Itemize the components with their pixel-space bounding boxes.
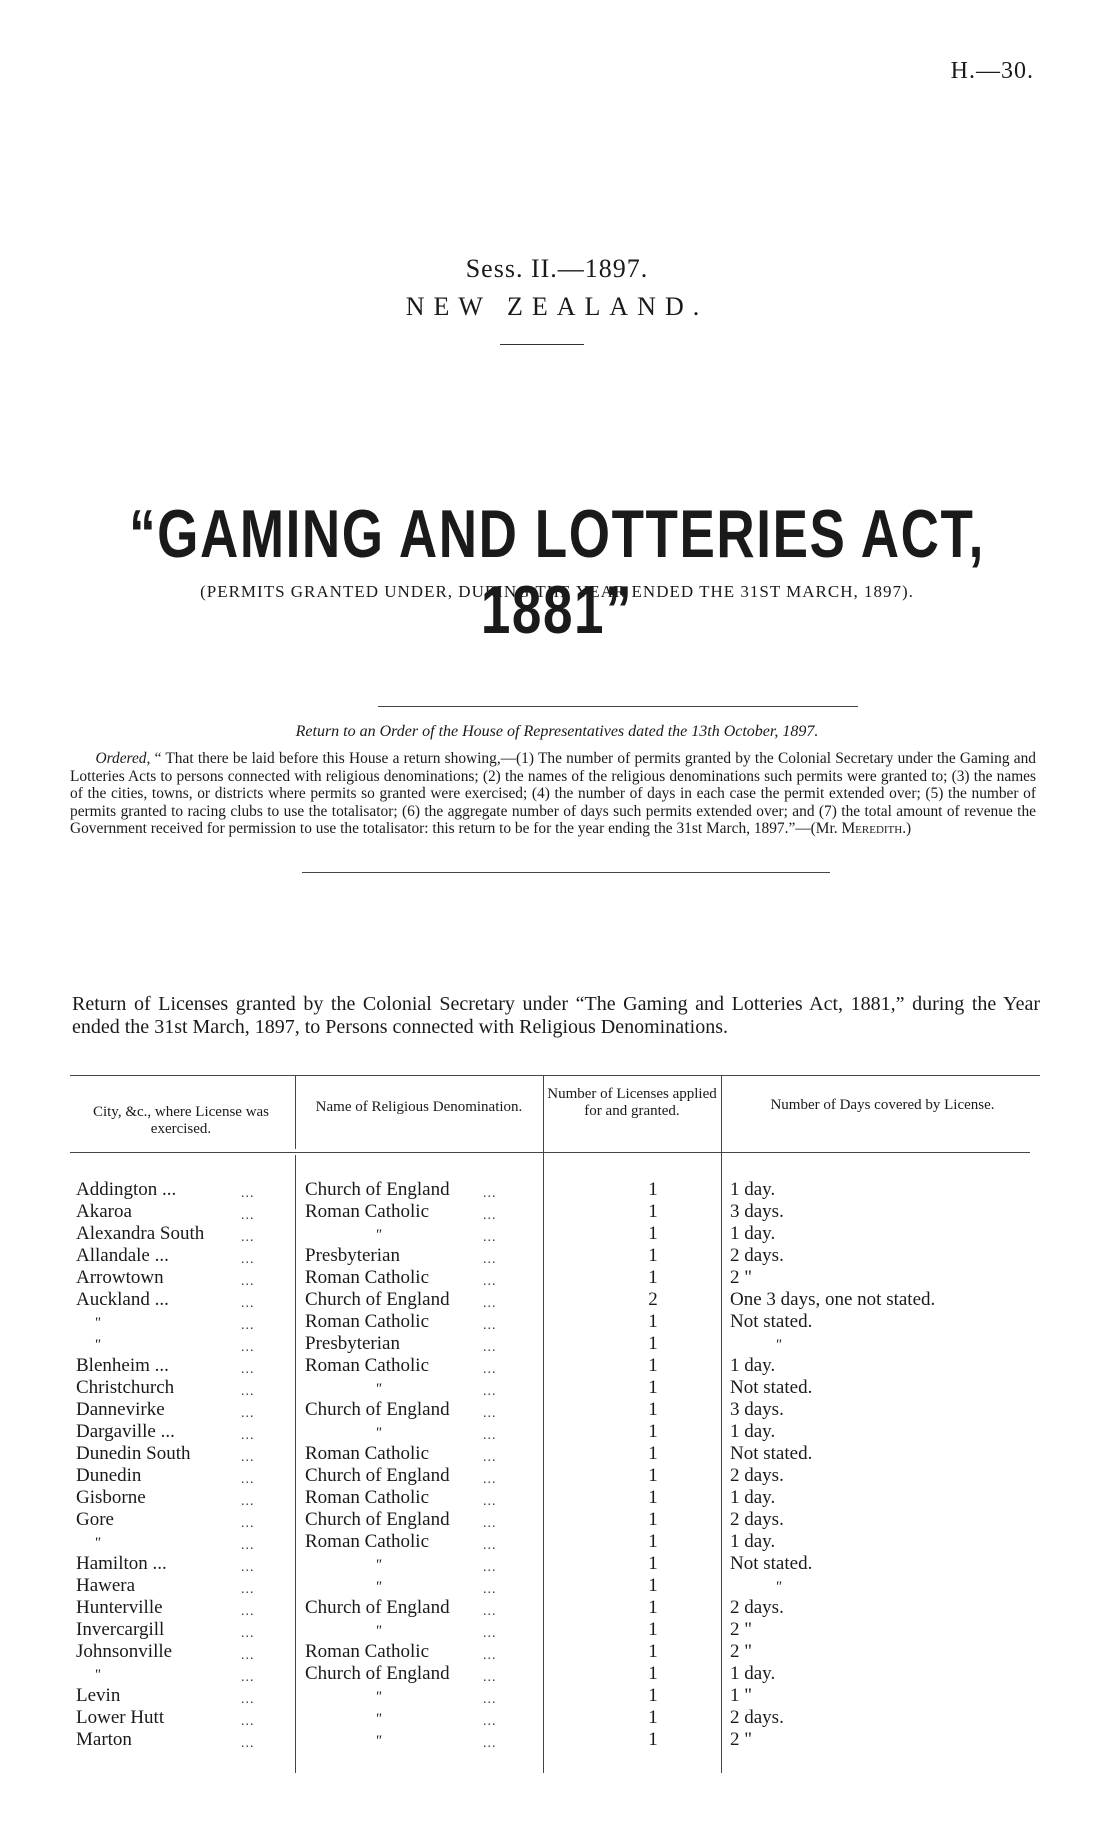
days-cell-text: One 3 days, one not stated. bbox=[730, 1289, 936, 1310]
days-column bbox=[730, 1179, 935, 1751]
number-cell-text: 1 bbox=[648, 1663, 658, 1684]
number-cell-text: 1 bbox=[648, 1333, 658, 1354]
days-cell bbox=[730, 1553, 935, 1575]
days-cell-text: 2 " bbox=[730, 1729, 753, 1750]
leader-dots: ... bbox=[483, 1494, 497, 1509]
number-cell-text: 1 bbox=[648, 1685, 658, 1706]
leader-dots: ... bbox=[483, 1186, 497, 1201]
days-cell bbox=[730, 1465, 935, 1487]
denomination-cell-text: Roman Catholic bbox=[305, 1641, 430, 1662]
days-cell bbox=[730, 1443, 935, 1465]
leader-dots: ... bbox=[483, 1472, 497, 1487]
number-cell bbox=[633, 1729, 673, 1751]
number-cell bbox=[633, 1509, 673, 1531]
leader-dots: ... bbox=[483, 1208, 497, 1223]
denomination-cell-text: " bbox=[375, 1711, 382, 1727]
city-cell-text: Hawera bbox=[76, 1575, 136, 1596]
leader-dots: ... bbox=[241, 1516, 255, 1531]
denomination-cell-text: Presbyterian bbox=[305, 1245, 400, 1266]
number-cell-text: 1 bbox=[648, 1179, 658, 1200]
days-cell-text: 1 day. bbox=[730, 1355, 776, 1376]
leader-dots: ... bbox=[483, 1296, 497, 1311]
leader-dots: ... bbox=[483, 1406, 497, 1421]
days-cell-text: 1 " bbox=[730, 1685, 753, 1706]
days-cell-text: 2 days. bbox=[730, 1707, 784, 1728]
leader-dots: ... bbox=[241, 1340, 255, 1355]
days-cell-text: " bbox=[775, 1579, 782, 1595]
denomination-cell bbox=[305, 1311, 497, 1333]
denomination-cell bbox=[305, 1729, 497, 1751]
denomination-cell bbox=[305, 1685, 497, 1707]
table-rule-top bbox=[70, 1075, 1040, 1076]
city-cell-text: Alexandra South bbox=[76, 1223, 205, 1244]
leader-dots: ... bbox=[241, 1186, 255, 1201]
city-cell-text: Lower Hutt bbox=[76, 1707, 165, 1728]
denomination-cell-text: Church of England bbox=[305, 1289, 450, 1310]
denomination-cell-text: " bbox=[375, 1579, 382, 1595]
days-cell-text: Not stated. bbox=[730, 1377, 813, 1398]
days-cell bbox=[730, 1355, 935, 1377]
leader-dots: ... bbox=[241, 1274, 255, 1289]
denomination-cell-text: Roman Catholic bbox=[305, 1443, 430, 1464]
leader-dots: ... bbox=[483, 1560, 497, 1575]
number-cell bbox=[633, 1377, 673, 1399]
denomination-cell bbox=[305, 1531, 497, 1553]
days-cell-text: 3 days. bbox=[730, 1201, 784, 1222]
city-cell bbox=[76, 1619, 255, 1641]
days-cell bbox=[730, 1267, 935, 1289]
number-cell-text: 2 bbox=[648, 1289, 658, 1310]
denomination-cell bbox=[305, 1223, 497, 1245]
denomination-cell-text: " bbox=[375, 1623, 382, 1639]
city-cell bbox=[76, 1553, 255, 1575]
number-cell bbox=[633, 1487, 673, 1509]
days-cell bbox=[730, 1289, 935, 1311]
days-cell-text: 2 days. bbox=[730, 1597, 784, 1618]
city-cell bbox=[76, 1575, 255, 1597]
days-cell bbox=[730, 1685, 935, 1707]
days-cell-text: 2 days. bbox=[730, 1245, 784, 1266]
number-cell bbox=[633, 1201, 673, 1223]
number-cell bbox=[633, 1443, 673, 1465]
days-cell bbox=[730, 1597, 935, 1619]
days-cell bbox=[730, 1179, 935, 1201]
days-cell bbox=[730, 1575, 935, 1597]
denomination-cell-text: Roman Catholic bbox=[305, 1267, 430, 1288]
leader-dots: ... bbox=[483, 1670, 497, 1685]
header-days: Number of Days covered by License. bbox=[770, 1097, 995, 1113]
days-cell bbox=[730, 1311, 935, 1333]
leader-dots: ... bbox=[241, 1406, 255, 1421]
denomination-cell bbox=[305, 1333, 497, 1355]
denomination-cell bbox=[305, 1201, 497, 1223]
denomination-cell bbox=[305, 1641, 497, 1663]
leader-dots: ... bbox=[241, 1252, 255, 1267]
denomination-cell-text: Roman Catholic bbox=[305, 1355, 430, 1376]
number-cell bbox=[633, 1355, 673, 1377]
days-cell bbox=[730, 1641, 935, 1663]
denomination-cell-text: Church of England bbox=[305, 1597, 450, 1618]
denomination-cell bbox=[305, 1377, 497, 1399]
days-cell-text: 2 " bbox=[730, 1619, 753, 1640]
city-cell-text: " bbox=[94, 1667, 101, 1683]
days-cell-text: 3 days. bbox=[730, 1399, 784, 1420]
number-cell bbox=[633, 1289, 673, 1311]
country-heading: NEW ZEALAND. bbox=[405, 292, 709, 321]
ordered-paragraph bbox=[70, 750, 1036, 838]
denomination-cell bbox=[305, 1267, 497, 1289]
number-cell bbox=[633, 1531, 673, 1553]
page-reference: H.—30. bbox=[950, 58, 1034, 84]
leader-dots: ... bbox=[483, 1604, 497, 1619]
number-cell bbox=[633, 1641, 673, 1663]
number-cell bbox=[633, 1421, 673, 1443]
number-column bbox=[633, 1179, 673, 1751]
leader-dots: ... bbox=[241, 1714, 255, 1729]
number-cell bbox=[633, 1399, 673, 1421]
document-title: “GAMING AND LOTTERIES ACT, 1881” bbox=[129, 496, 985, 648]
leader-dots: ... bbox=[241, 1450, 255, 1465]
denomination-cell bbox=[305, 1619, 497, 1641]
leader-dots: ... bbox=[483, 1516, 497, 1531]
denomination-cell-text: Roman Catholic bbox=[305, 1311, 430, 1332]
leader-dots: ... bbox=[241, 1604, 255, 1619]
city-cell bbox=[76, 1509, 255, 1531]
denomination-cell-text: " bbox=[375, 1557, 382, 1573]
number-cell-text: 1 bbox=[648, 1729, 658, 1750]
number-cell bbox=[633, 1553, 673, 1575]
number-cell-text: 1 bbox=[648, 1443, 658, 1464]
denomination-cell bbox=[305, 1465, 497, 1487]
number-cell bbox=[633, 1663, 673, 1685]
city-cell-text: Levin bbox=[76, 1685, 121, 1706]
leader-dots: ... bbox=[241, 1494, 255, 1509]
denomination-cell-text: Church of England bbox=[305, 1663, 450, 1684]
leader-dots: ... bbox=[483, 1384, 497, 1399]
number-cell bbox=[633, 1465, 673, 1487]
leader-dots: ... bbox=[483, 1626, 497, 1641]
number-cell-text: 1 bbox=[648, 1355, 658, 1376]
denomination-cell-text: Roman Catholic bbox=[305, 1487, 430, 1508]
leader-dots: ... bbox=[483, 1692, 497, 1707]
number-cell bbox=[633, 1597, 673, 1619]
number-cell bbox=[633, 1333, 673, 1355]
leader-dots: ... bbox=[241, 1318, 255, 1333]
number-cell bbox=[633, 1311, 673, 1333]
number-cell-text: 1 bbox=[648, 1575, 658, 1596]
leader-dots: ... bbox=[483, 1582, 497, 1597]
city-cell-text: Gore bbox=[76, 1509, 114, 1530]
leader-dots: ... bbox=[241, 1362, 255, 1377]
city-cell bbox=[76, 1443, 255, 1465]
days-cell bbox=[730, 1201, 935, 1223]
number-cell-text: 1 bbox=[648, 1245, 658, 1266]
leader-dots: ... bbox=[241, 1648, 255, 1663]
denomination-cell bbox=[305, 1245, 497, 1267]
city-cell bbox=[76, 1487, 255, 1509]
city-column bbox=[76, 1179, 255, 1751]
number-cell-text: 1 bbox=[648, 1509, 658, 1530]
city-cell-text: Hunterville bbox=[76, 1597, 163, 1618]
leader-dots: ... bbox=[241, 1384, 255, 1399]
city-cell bbox=[76, 1289, 255, 1311]
denomination-cell bbox=[305, 1707, 497, 1729]
number-cell bbox=[633, 1707, 673, 1729]
column-divider bbox=[543, 1075, 544, 1773]
leader-dots: ... bbox=[241, 1296, 255, 1311]
return-order-line: Return to an Order of the House of Representatives dated the 13th October, 1897. bbox=[295, 723, 819, 740]
city-cell bbox=[76, 1531, 255, 1553]
days-cell-text: Not stated. bbox=[730, 1311, 813, 1332]
session-line: Sess. II.—1897. bbox=[465, 254, 649, 283]
city-cell-text: " bbox=[94, 1315, 101, 1331]
days-cell-text: Not stated. bbox=[730, 1443, 813, 1464]
days-cell bbox=[730, 1377, 935, 1399]
leader-dots: ... bbox=[483, 1450, 497, 1465]
city-cell-text: Dunedin bbox=[76, 1465, 142, 1486]
city-cell bbox=[76, 1399, 255, 1421]
leader-dots: ... bbox=[241, 1472, 255, 1487]
denomination-cell bbox=[305, 1663, 497, 1685]
days-cell-text: 2 days. bbox=[730, 1509, 784, 1530]
denomination-cell-text: " bbox=[375, 1733, 382, 1749]
leader-dots: ... bbox=[483, 1714, 497, 1729]
denomination-cell bbox=[305, 1179, 497, 1201]
number-cell-text: 1 bbox=[648, 1421, 658, 1442]
city-cell bbox=[76, 1597, 255, 1619]
header-denomination: Name of Religious Denomination. bbox=[315, 1099, 523, 1115]
city-cell bbox=[76, 1201, 255, 1223]
document-subtitle: (PERMITS GRANTED UNDER, DURING THE YEAR ENDED THE 31ST MARCH, 1897). bbox=[200, 582, 914, 601]
number-cell-text: 1 bbox=[648, 1597, 658, 1618]
denomination-cell bbox=[305, 1289, 497, 1311]
city-cell bbox=[76, 1267, 255, 1289]
city-cell-text: Dunedin South bbox=[76, 1443, 191, 1464]
leader-dots: ... bbox=[241, 1582, 255, 1597]
denomination-cell bbox=[305, 1597, 497, 1619]
days-cell-text: 2 days. bbox=[730, 1465, 784, 1486]
denomination-cell bbox=[305, 1355, 497, 1377]
denomination-column bbox=[305, 1179, 497, 1751]
denomination-cell bbox=[305, 1553, 497, 1575]
leader-dots: ... bbox=[241, 1538, 255, 1553]
leader-dots: ... bbox=[483, 1428, 497, 1443]
licenses-table bbox=[70, 1075, 1040, 1775]
days-cell-text: 1 day. bbox=[730, 1663, 776, 1684]
number-cell-text: 1 bbox=[648, 1707, 658, 1728]
leader-dots: ... bbox=[241, 1428, 255, 1443]
denomination-cell-text: Roman Catholic bbox=[305, 1201, 430, 1222]
city-cell-text: Auckland ... bbox=[76, 1289, 169, 1310]
city-cell-text: Arrowtown bbox=[76, 1267, 164, 1288]
ordered-text: “ That there be laid before this House a return showing,—(1) The number of permits granted by the Colonial Secretary under the Gaming and Lotteries Acts to persons connected with religious denominations; (2) the names of the religious denominations such permits were granted to; (3) the names of the cities, towns, or districts where permits so granted were exercised; (4) the number of days in each case the permit extended over; (5) the number of permits granted to racing clubs to use the totalisator; (6) the aggregate number of days such permits extended over; and (7) the total amount of revenue the Government received for permission to use the totalisator: this return to be for the year ending the 31st March, 1897.”—(Mr. bbox=[70, 750, 1036, 837]
number-cell-text: 1 bbox=[648, 1377, 658, 1398]
city-cell-text: Hamilton ... bbox=[76, 1553, 167, 1574]
days-cell bbox=[730, 1707, 935, 1729]
number-cell-text: 1 bbox=[648, 1201, 658, 1222]
number-cell bbox=[633, 1685, 673, 1707]
number-cell bbox=[633, 1179, 673, 1201]
city-cell bbox=[76, 1465, 255, 1487]
days-cell bbox=[730, 1399, 935, 1421]
days-cell bbox=[730, 1509, 935, 1531]
city-cell-text: Allandale ... bbox=[76, 1245, 169, 1266]
leader-dots: ... bbox=[241, 1208, 255, 1223]
mover-name: Meredith.) bbox=[841, 820, 912, 837]
days-cell bbox=[730, 1223, 935, 1245]
number-cell-text: 1 bbox=[648, 1267, 658, 1288]
city-cell-text: Blenheim ... bbox=[76, 1355, 169, 1376]
city-cell-text: Marton bbox=[76, 1729, 132, 1750]
city-cell bbox=[76, 1641, 255, 1663]
denomination-cell-text: " bbox=[375, 1227, 382, 1243]
number-cell-text: 1 bbox=[648, 1619, 658, 1640]
number-cell bbox=[633, 1245, 673, 1267]
number-cell-text: 1 bbox=[648, 1531, 658, 1552]
leader-dots: ... bbox=[241, 1230, 255, 1245]
days-cell bbox=[730, 1729, 935, 1751]
city-cell-text: Addington ... bbox=[76, 1179, 177, 1200]
days-cell-text: 1 day. bbox=[730, 1487, 776, 1508]
city-cell bbox=[76, 1663, 255, 1685]
number-cell-text: 1 bbox=[648, 1223, 658, 1244]
days-cell-text: 1 day. bbox=[730, 1179, 776, 1200]
denomination-cell-text: Church of England bbox=[305, 1509, 450, 1530]
denomination-cell bbox=[305, 1443, 497, 1465]
city-cell-text: " bbox=[94, 1535, 101, 1551]
divider bbox=[500, 344, 584, 345]
days-cell-text: " bbox=[775, 1337, 782, 1353]
number-cell bbox=[633, 1619, 673, 1641]
leader-dots: ... bbox=[483, 1538, 497, 1553]
number-cell bbox=[633, 1267, 673, 1289]
city-cell bbox=[76, 1707, 255, 1729]
days-cell-text: Not stated. bbox=[730, 1553, 813, 1574]
days-cell bbox=[730, 1487, 935, 1509]
divider bbox=[378, 706, 858, 707]
city-cell bbox=[76, 1685, 255, 1707]
number-cell-text: 1 bbox=[648, 1399, 658, 1420]
denomination-cell-text: Church of England bbox=[305, 1179, 450, 1200]
city-cell-text: Invercargill bbox=[76, 1619, 165, 1640]
number-cell-text: 1 bbox=[648, 1487, 658, 1508]
denomination-cell bbox=[305, 1487, 497, 1509]
leader-dots: ... bbox=[241, 1670, 255, 1685]
leader-dots: ... bbox=[483, 1274, 497, 1289]
divider bbox=[302, 872, 830, 873]
column-divider bbox=[295, 1075, 296, 1149]
days-cell bbox=[730, 1619, 935, 1641]
leader-dots: ... bbox=[483, 1648, 497, 1663]
leader-dots: ... bbox=[483, 1318, 497, 1333]
number-cell bbox=[633, 1223, 673, 1245]
leader-dots: ... bbox=[483, 1340, 497, 1355]
days-cell-text: 1 day. bbox=[730, 1421, 776, 1442]
leader-dots: ... bbox=[483, 1736, 497, 1751]
table-rule-header bbox=[70, 1152, 1030, 1153]
days-cell bbox=[730, 1421, 935, 1443]
city-cell bbox=[76, 1377, 255, 1399]
city-cell-text: Gisborne bbox=[76, 1487, 146, 1508]
city-cell-text: Johnsonville bbox=[76, 1641, 173, 1662]
city-cell bbox=[76, 1311, 255, 1333]
leader-dots: ... bbox=[241, 1626, 255, 1641]
days-cell bbox=[730, 1333, 935, 1355]
days-cell bbox=[730, 1663, 935, 1685]
denomination-cell-text: Presbyterian bbox=[305, 1333, 400, 1354]
column-divider bbox=[295, 1155, 296, 1773]
denomination-cell-text: " bbox=[375, 1425, 382, 1441]
column-divider bbox=[721, 1075, 722, 1773]
leader-dots: ... bbox=[241, 1736, 255, 1751]
denomination-cell-text: " bbox=[375, 1689, 382, 1705]
city-cell-text: Christchurch bbox=[76, 1377, 175, 1398]
denomination-cell bbox=[305, 1399, 497, 1421]
days-cell-text: 2 " bbox=[730, 1641, 753, 1662]
leader-dots: ... bbox=[483, 1362, 497, 1377]
city-cell-text: Dargaville ... bbox=[76, 1421, 175, 1442]
denomination-cell-text: Church of England bbox=[305, 1399, 450, 1420]
days-cell-text: 1 day. bbox=[730, 1223, 776, 1244]
licenses-heading: Return of Licenses granted by the Colonial Secretary under “The Gaming and Lotteries Act, 1881,” during the Year ended the 31st March, 1897, to Persons connected with Religious Denominations. bbox=[72, 993, 1040, 1038]
number-cell-text: 1 bbox=[648, 1311, 658, 1332]
ordered-word: Ordered, bbox=[95, 750, 151, 767]
header-city: City, &c., where License was exercised. bbox=[92, 1104, 270, 1137]
leader-dots: ... bbox=[483, 1252, 497, 1267]
days-cell-text: 2 " bbox=[730, 1267, 753, 1288]
city-cell-text: Akaroa bbox=[76, 1201, 132, 1222]
city-cell-text: Dannevirke bbox=[76, 1399, 165, 1420]
city-cell bbox=[76, 1333, 255, 1355]
city-cell bbox=[76, 1355, 255, 1377]
city-cell bbox=[76, 1245, 255, 1267]
denomination-cell bbox=[305, 1421, 497, 1443]
days-cell-text: 1 day. bbox=[730, 1531, 776, 1552]
denomination-cell bbox=[305, 1509, 497, 1531]
leader-dots: ... bbox=[241, 1560, 255, 1575]
leader-dots: ... bbox=[483, 1230, 497, 1245]
denomination-cell-text: Church of England bbox=[305, 1465, 450, 1486]
number-cell-text: 1 bbox=[648, 1465, 658, 1486]
denomination-cell-text: Roman Catholic bbox=[305, 1531, 430, 1552]
denomination-cell-text: " bbox=[375, 1381, 382, 1397]
city-cell bbox=[76, 1421, 255, 1443]
denomination-cell bbox=[305, 1575, 497, 1597]
days-cell bbox=[730, 1245, 935, 1267]
number-cell-text: 1 bbox=[648, 1553, 658, 1574]
days-cell bbox=[730, 1531, 935, 1553]
header-number: Number of Licenses applied for and granted. bbox=[547, 1086, 717, 1119]
number-cell bbox=[633, 1575, 673, 1597]
number-cell-text: 1 bbox=[648, 1641, 658, 1662]
city-cell bbox=[76, 1179, 255, 1201]
leader-dots: ... bbox=[241, 1692, 255, 1707]
city-cell bbox=[76, 1729, 255, 1751]
city-cell-text: " bbox=[94, 1337, 101, 1353]
city-cell bbox=[76, 1223, 255, 1245]
